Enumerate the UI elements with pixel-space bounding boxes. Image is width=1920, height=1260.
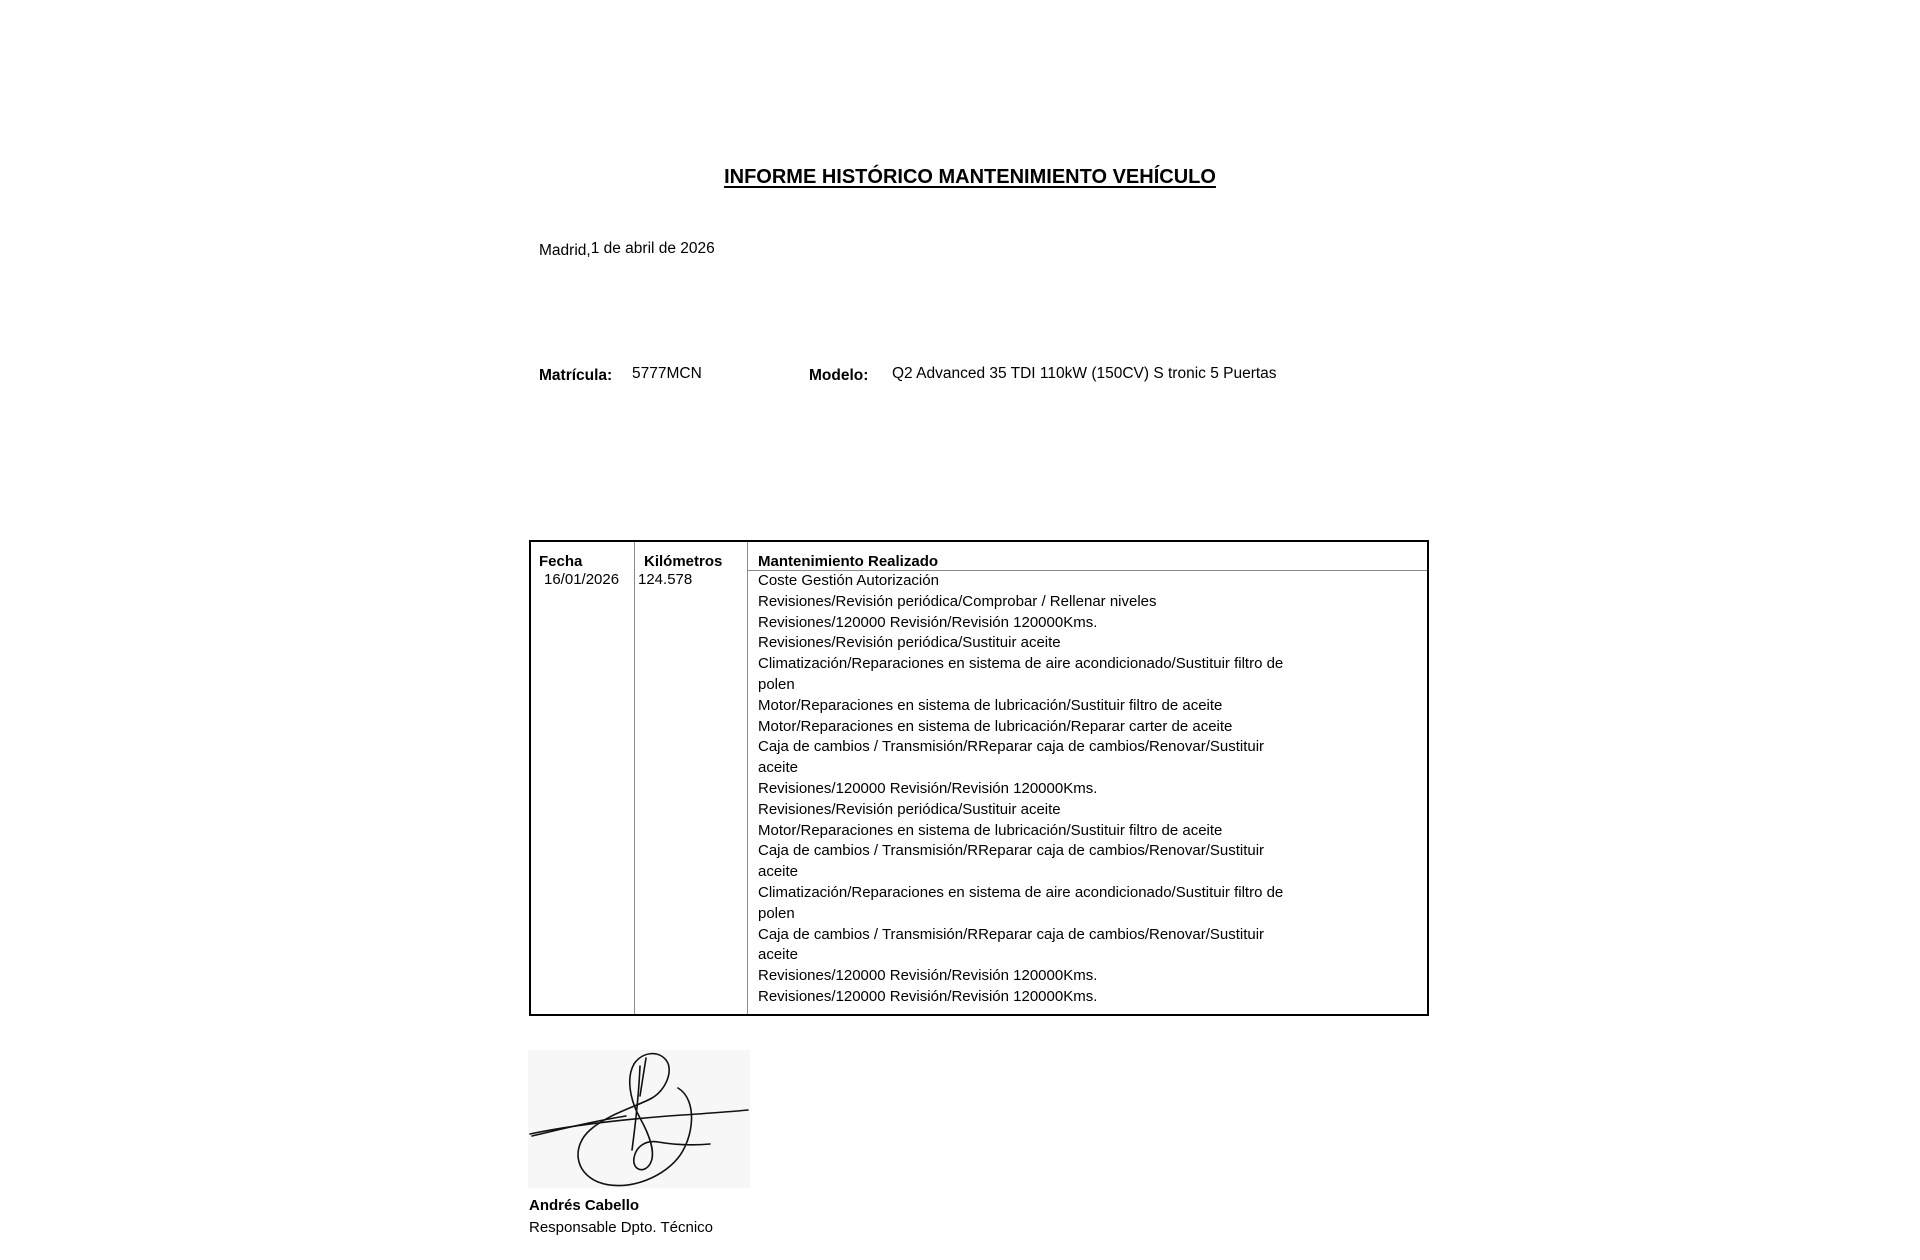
- model-value: Q2 Advanced 35 TDI 110kW (150CV) S tronic 5 Puertas: [892, 365, 1277, 382]
- maintenance-item: aceite: [758, 759, 799, 777]
- maintenance-item: Climatización/Reparaciones en sistema de aire acondicionado/Sustituir filtro de: [758, 655, 1284, 673]
- maintenance-item: Revisiones/Revisión periódica/Comprobar / Rellenar niveles: [758, 592, 1157, 610]
- maintenance-item: polen: [758, 675, 795, 693]
- signer-name: Andrés Cabello: [529, 1197, 640, 1214]
- issue-date: 1 de abril de 2026: [590, 240, 715, 257]
- plate-value: 5777MCN: [632, 365, 702, 382]
- maintenance-item: Caja de cambios / Transmisión/RReparar caja de cambios/Renovar/Sustituir: [758, 738, 1265, 756]
- maintenance-item: Climatización/Reparaciones en sistema de aire acondicionado/Sustituir filtro de: [758, 883, 1284, 901]
- maintenance-item: Motor/Reparaciones en sistema de lubricación/Sustituir filtro de aceite: [758, 696, 1223, 714]
- row-date: 16/01/2026: [544, 571, 620, 588]
- maintenance-item: Revisiones/120000 Revisión/Revisión 120000Kms.: [758, 987, 1098, 1005]
- header-km: Kilómetros: [644, 553, 723, 570]
- maintenance-item: aceite: [758, 946, 799, 964]
- plate-label: Matrícula:: [539, 367, 613, 384]
- maintenance-item: Revisiones/120000 Revisión/Revisión 120000Kms.: [758, 613, 1098, 631]
- maintenance-item: Revisiones/120000 Revisión/Revisión 120000Kms.: [758, 779, 1098, 797]
- signer-role: Responsable Dpto. Técnico: [529, 1219, 713, 1236]
- maintenance-item: Caja de cambios / Transmisión/RReparar caja de cambios/Renovar/Sustituir: [758, 925, 1265, 943]
- maintenance-item: aceite: [758, 863, 799, 881]
- maintenance-item: Revisiones/Revisión periódica/Sustituir aceite: [758, 800, 1061, 818]
- maintenance-item: Coste Gestión Autorización: [758, 572, 939, 589]
- maintenance-table: [529, 540, 1429, 1016]
- signature-drawing: [528, 1050, 750, 1188]
- maintenance-item: Motor/Reparaciones en sistema de lubricación/Reparar carter de aceite: [758, 717, 1233, 735]
- place: Madrid,: [539, 242, 591, 259]
- maintenance-item: Caja de cambios / Transmisión/RReparar caja de cambios/Renovar/Sustituir: [758, 842, 1265, 860]
- signature-image: [528, 1050, 750, 1188]
- header-date: Fecha: [539, 553, 583, 570]
- maintenance-item: Motor/Reparaciones en sistema de lubricación/Sustituir filtro de aceite: [758, 821, 1223, 839]
- place-date: [539, 240, 715, 258]
- column-divider: [634, 542, 635, 1014]
- row-km: 124.578: [638, 571, 693, 588]
- model-label: Modelo:: [809, 367, 869, 384]
- column-divider: [747, 542, 748, 1014]
- maintenance-item: Revisiones/120000 Revisión/Revisión 120000Kms.: [758, 967, 1098, 985]
- header-work: Mantenimiento Realizado: [758, 553, 939, 570]
- maintenance-item: polen: [758, 904, 795, 922]
- document-title: INFORME HISTÓRICO MANTENIMIENTO VEHÍCULO: [724, 166, 1216, 188]
- maintenance-list: [758, 571, 1283, 1008]
- maintenance-item: Revisiones/Revisión periódica/Sustituir aceite: [758, 634, 1061, 652]
